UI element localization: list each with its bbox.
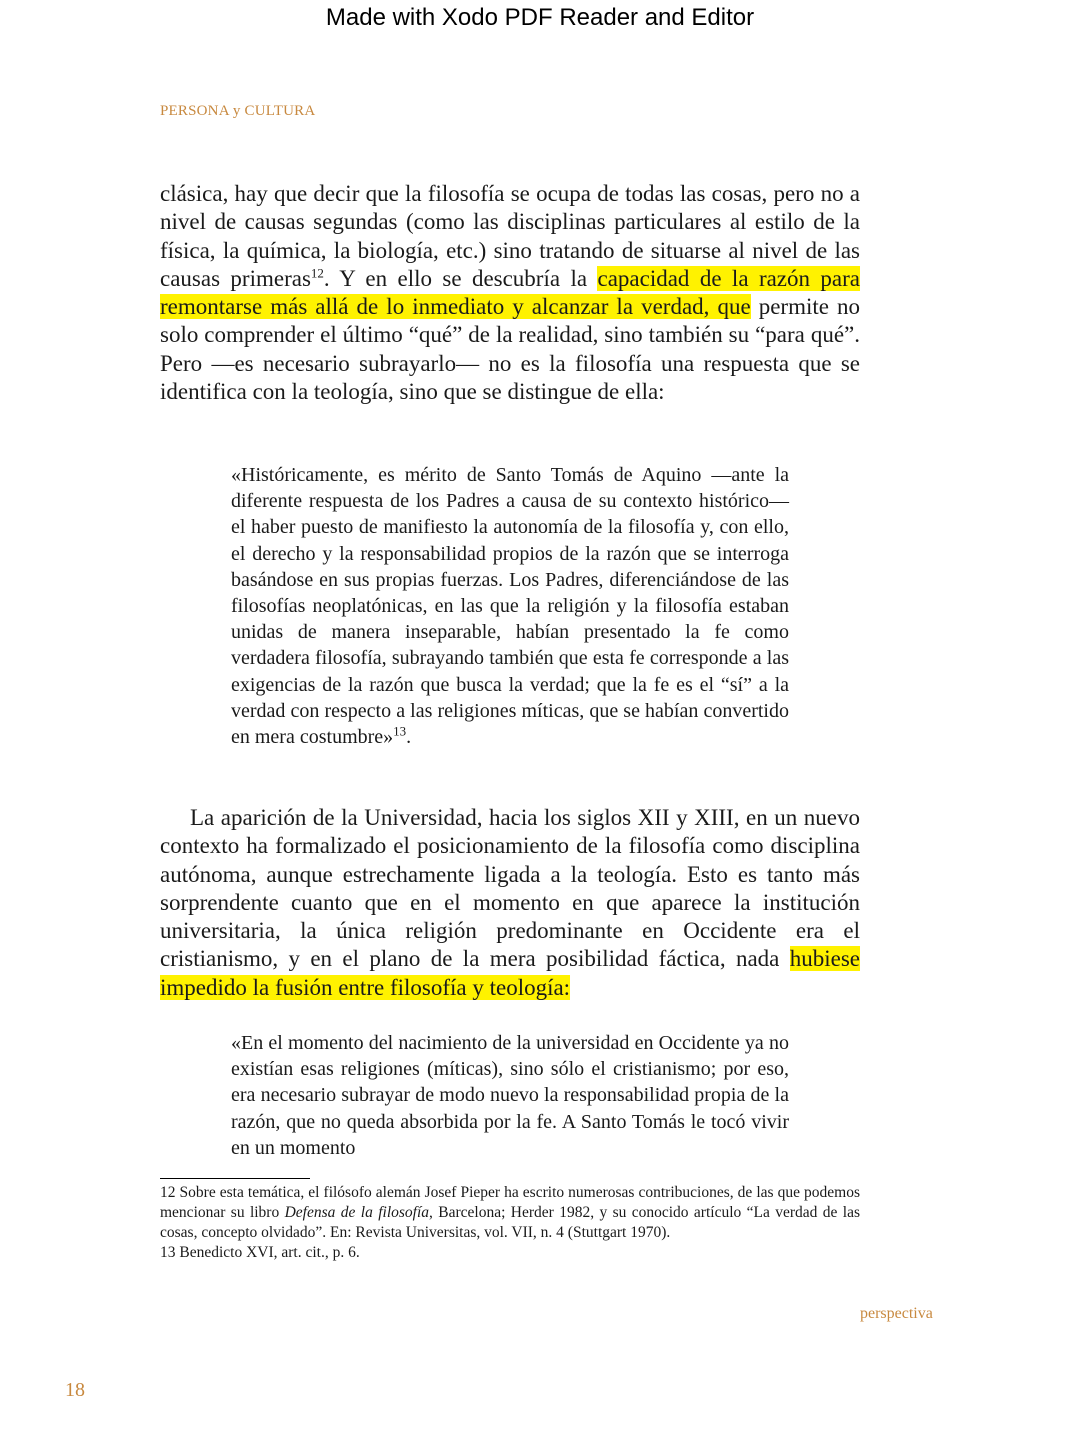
running-head: PERSONA y CULTURA — [160, 103, 316, 119]
footnote-12-text-end: , Barcelona; Herder 1982, y su conocido artículo “La verdad de las cosas, concepto olvidado”. En: Revista Universitas, vol. VII, n. 4 (Stuttgart 1970). — [160, 1204, 860, 1241]
watermark: Made with Xodo PDF Reader and Editor — [325, 4, 755, 31]
footnote-divider — [160, 1178, 310, 1179]
footnote-ref-13[interactable]: 13 — [393, 723, 407, 739]
paragraph-1-text-end: permite no solo comprender el último “qué” de la realidad, sino también su “para qué”. Pero —es necesario subrayarlo— no es la filosofía una respuesta que se identifica con la teología, sino que se distingue de ella: — [160, 294, 860, 405]
paragraph-1-text: clásica, hay que decir que la filosofía se ocupa de todas las cosas, pero no a nivel de causas segundas (como las disciplinas particulares al estilo de la física, la química, la biología, etc.) sino tratando de situarse al nivel de las causas primeras — [160, 181, 860, 291]
block-quote-1-text: «Históricamente, es mérito de Santo Tomás de Aquino —ante la diferente respuesta de los Padres a causa de su contexto histórico— el haber puesto de manifiesto la autonomía de la filosofía y, con ello, el derecho y la responsabilidad propios de la razón que se interroga basándose en sus propias fuerzas. Los Padres, diferenciándose de las filosofías neoplatónicas, en las que la religión y la filosofía estaban unidas de manera inseparable, habían presentado la fe como verdadera filosofía, subrayando también que esta fe corresponde a las exigencias de la razón que busca la verdad; que la fe es el “sí” a la verdad con respecto a las religiones míticas, que se habían convertido en mera costumbre» — [231, 464, 789, 749]
paragraph-1 — [160, 180, 860, 406]
page-number: 18 — [65, 1379, 85, 1401]
footnote-13: 13 Benedicto XVI, art. cit., p. 6. — [160, 1244, 360, 1261]
highlight-2[interactable]: hubiese impedido la fusión entre filosofía y teología: — [160, 946, 860, 1000]
paragraph-2-text: La aparición de la Universidad, hacia los siglos XII y XIII, en un nuevo contexto ha formalizado el posicionamiento de la filosofía como disciplina autónoma, aunque estrechamente ligada a la teología. Esto es tanto más sorprendente cuanto que en el momento en que aparece la institución universitaria, la única religión predominante en Occidente era el cristianismo, y en el plano de la mera posibilidad fáctica, nada — [160, 805, 860, 972]
block-quote-1 — [231, 462, 789, 750]
footnote-12-book-title: Defensa de la filosofía — [284, 1204, 430, 1221]
highlight-1[interactable]: capacidad de la razón para remontarse más allá de lo inmediato y alcanzar la verdad, que — [160, 265, 860, 320]
footnote-ref-12[interactable]: 12 — [310, 265, 324, 281]
paragraph-1-text-mid: . Y en ello se descubría la — [323, 265, 598, 291]
footnote-12 — [160, 1183, 860, 1243]
block-quote-2 — [231, 1030, 789, 1161]
block-quote-1-end: . — [406, 726, 412, 749]
block-quote-2-text: «En el momento del nacimiento de la universidad en Occidente ya no existían esas religiones (míticas), sino sólo el cristianismo; por eso, era necesario subrayar de modo nuevo la responsabilidad propia de la razón, que no queda absorbida por la fe. A Santo Tomás le tocó vivir en un momento — [231, 1032, 789, 1159]
footnotes — [160, 1183, 860, 1263]
footer-label: perspectiva — [860, 1305, 933, 1322]
footnote-12-text: 12 Sobre esta temática, el filósofo alemán Josef Pieper ha escrito numerosas contribuciones, de las que podemos mencionar su libro — [160, 1184, 860, 1221]
paragraph-2 — [160, 804, 860, 1002]
